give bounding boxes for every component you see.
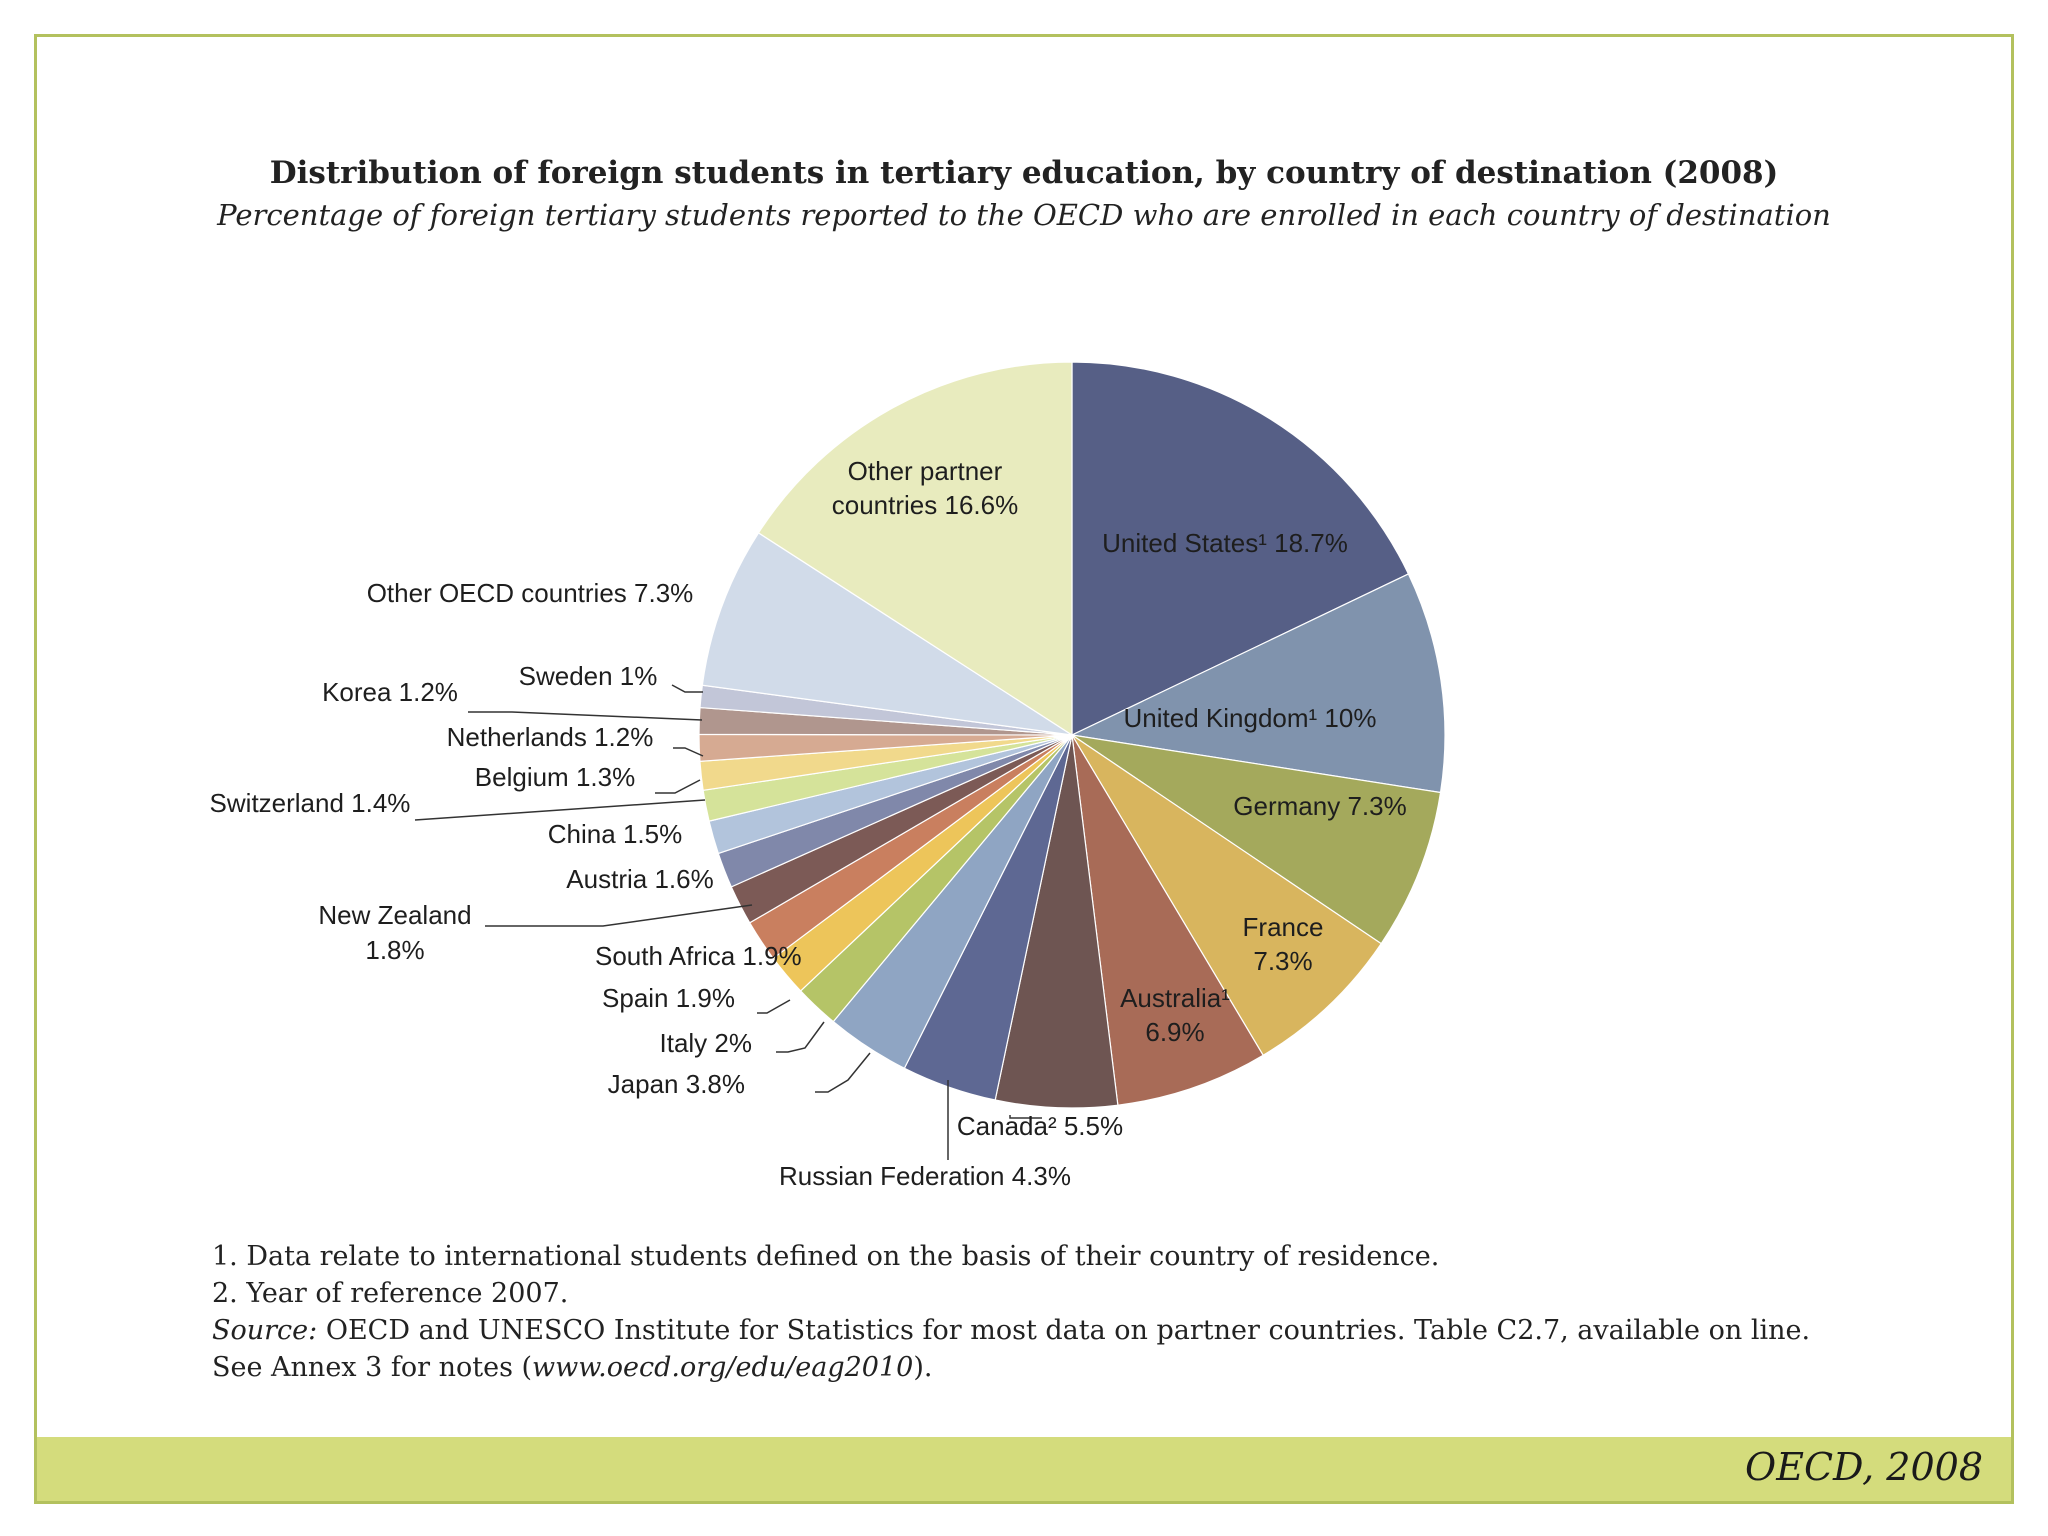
chart-notes bbox=[212, 1238, 1810, 1386]
leader-line bbox=[415, 800, 705, 820]
slice-label: Australia¹ bbox=[1120, 983, 1230, 1013]
chart-subtitle: Percentage of foreign tertiary students reported to the OECD who are enrolled in each country of destination bbox=[217, 198, 1831, 232]
source-text: OECD and UNESCO Institute for Statistics for most data on partner countries. Table C2.7, available on line. bbox=[317, 1315, 1811, 1346]
note-1: 1. Data relate to international students defined on the basis of their country of residence. bbox=[212, 1241, 1440, 1272]
slice-label: France bbox=[1242, 912, 1324, 942]
slice-value-label: 1.8% bbox=[365, 935, 425, 965]
leader-line bbox=[815, 1053, 870, 1092]
slice-value-label: 6.9% bbox=[1145, 1017, 1205, 1047]
leader-line bbox=[757, 1000, 790, 1013]
leader-line bbox=[485, 905, 752, 926]
slice-label: Netherlands 1.2% bbox=[446, 722, 654, 752]
slice-label: Italy 2% bbox=[659, 1028, 752, 1058]
slice-label: Austria 1.6% bbox=[566, 864, 714, 894]
pie-slices bbox=[699, 362, 1445, 1108]
slice-label: United States¹ 18.7% bbox=[1102, 528, 1348, 558]
footer-bar bbox=[34, 1437, 2014, 1504]
slice-label: Switzerland 1.4% bbox=[209, 788, 411, 818]
slice-label: New Zealand bbox=[318, 900, 472, 930]
leader-line bbox=[672, 685, 703, 692]
slice-label: Belgium 1.3% bbox=[474, 762, 636, 792]
slice-label: Korea 1.2% bbox=[322, 677, 458, 707]
slice-value-label: 7.3% bbox=[1253, 946, 1313, 976]
annex-pre: See Annex 3 for notes ( bbox=[212, 1352, 533, 1383]
annex-post: ). bbox=[913, 1352, 933, 1383]
slice-label-line2: countries 16.6% bbox=[831, 490, 1019, 520]
leader-line bbox=[468, 712, 702, 720]
source-label: Source: bbox=[212, 1315, 318, 1346]
annex-note bbox=[212, 1349, 1810, 1386]
leader-line bbox=[776, 1022, 824, 1052]
slice-label: Russian Federation 4.3% bbox=[779, 1161, 1071, 1191]
slice-label: Sweden 1% bbox=[518, 661, 658, 691]
chart-title: Distribution of foreign students in tertiary education, by country of destination (2008) bbox=[269, 155, 1779, 191]
slice-label: Germany 7.3% bbox=[1233, 791, 1407, 821]
leader-line bbox=[655, 780, 700, 793]
source-note bbox=[212, 1312, 1810, 1349]
slice-label: Spain 1.9% bbox=[602, 983, 735, 1013]
slice-label: United Kingdom¹ 10% bbox=[1123, 703, 1377, 733]
leader-line bbox=[673, 748, 703, 756]
slice-label: Other OECD countries 7.3% bbox=[366, 578, 694, 608]
slice-label: Japan 3.8% bbox=[607, 1069, 745, 1099]
slice-label: South Africa 1.9% bbox=[595, 941, 802, 971]
footer-credit: OECD, 2008 bbox=[1745, 1445, 1983, 1489]
annex-url: www.oecd.org/edu/eag2010 bbox=[532, 1352, 914, 1383]
slice-label: China 1.5% bbox=[547, 819, 683, 849]
slice-label: Other partner bbox=[847, 456, 1003, 486]
slice-label: Canada² 5.5% bbox=[956, 1111, 1124, 1141]
note-2: 2. Year of reference 2007. bbox=[212, 1278, 569, 1309]
